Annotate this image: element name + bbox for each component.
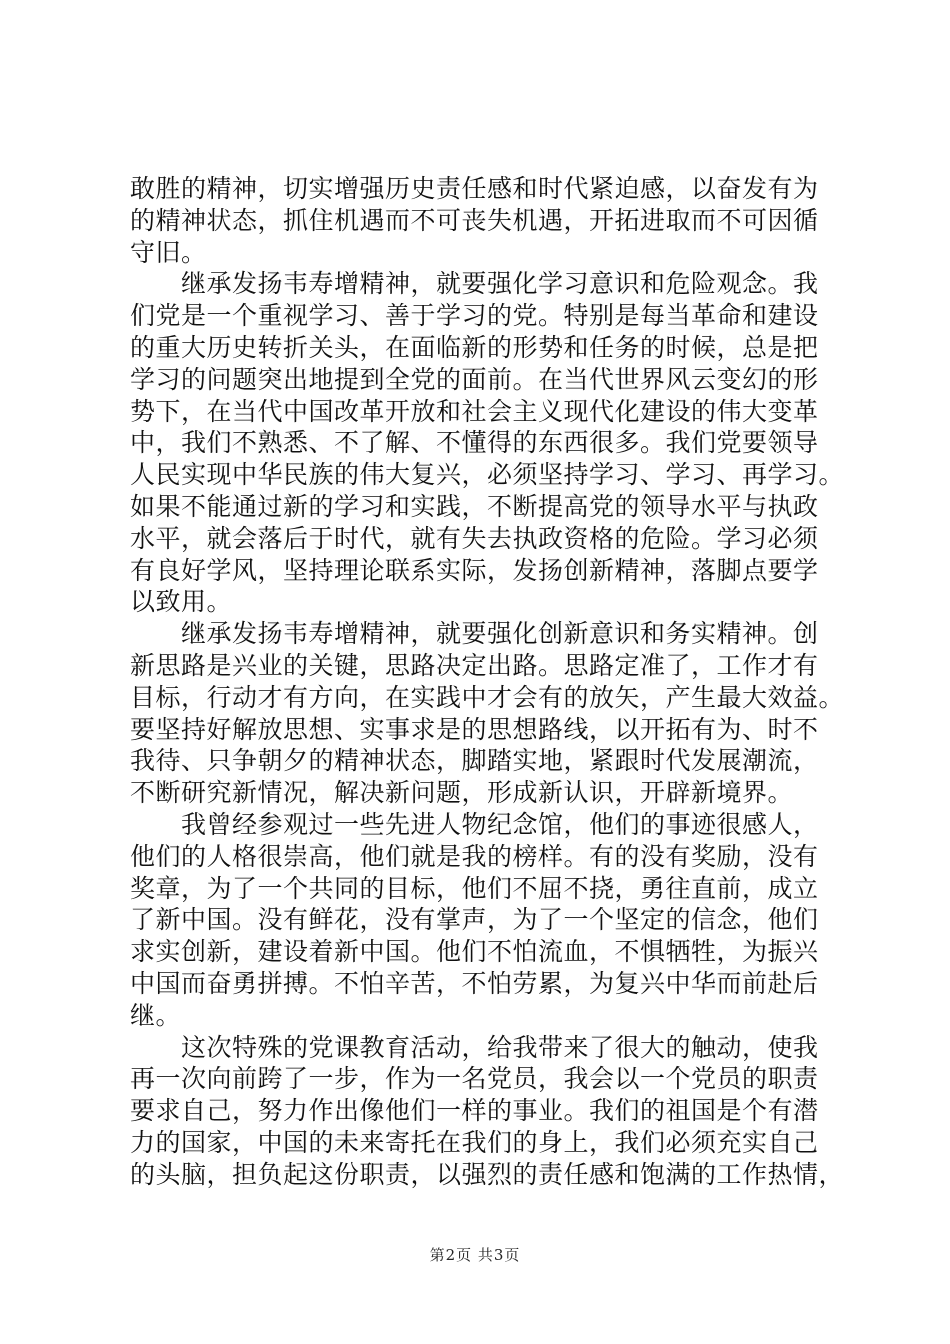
text-line: 水平，就会落后于时代，就有失去执政资格的危险。学习必须 <box>130 523 819 553</box>
text-line: 们党是一个重视学习、善于学习的党。特别是每当革命和建设 <box>130 301 819 331</box>
text-line: 的重大历史转折关头，在面临新的形势和任务的时候，总是把 <box>130 332 819 362</box>
text-line: 我待、只争朝夕的精神状态，脚踏实地，紧跟时代发展潮流， <box>130 746 819 776</box>
text-line: 继承发扬韦寿增精神，就要强化创新意识和务实精神。创 <box>130 619 819 649</box>
text-line: 有良好学风，坚持理论联系实际，发扬创新精神，落脚点要学 <box>130 555 819 585</box>
text-line: 的头脑，担负起这份职责，以强烈的责任感和饱满的工作热情， <box>130 1159 845 1189</box>
text-line: 再一次向前跨了一步，作为一名党员，我会以一个党员的职责 <box>130 1064 819 1094</box>
text-line: 目标，行动才有方向，在实践中才会有的放矢，产生最大效益。 <box>130 682 845 712</box>
text-line: 中国而奋勇拼搏。不怕辛苦，不怕劳累，为复兴中华而前赴后 <box>130 968 819 998</box>
page-footer: 第2页 共3页 <box>429 1246 521 1264</box>
text-line: 敢胜的精神，切实增强历史责任感和时代紧迫感，以奋发有为 <box>130 174 819 203</box>
text-line: 的精神状态，抓住机遇而不可丧失机遇，开拓进取而不可因循 <box>130 205 819 235</box>
text-line: 继承发扬韦寿增精神，就要强化学习意识和危险观念。我 <box>130 269 819 299</box>
text-line: 人民实现中华民族的伟大复兴，必须坚持学习、学习、再学习。 <box>130 460 845 490</box>
text-line: 我曾经参观过一些先进人物纪念馆，他们的事迹很感人， <box>130 809 819 839</box>
text-line: 新思路是兴业的关键，思路决定出路。思路定准了，工作才有 <box>130 650 819 680</box>
text-line: 学习的问题突出地提到全党的面前。在当代世界风云变幻的形 <box>130 364 819 394</box>
body-text <box>130 173 846 1191</box>
text-line: 这次特殊的党课教育活动，给我带来了很大的触动，使我 <box>130 1032 819 1062</box>
text-line: 他们的人格很崇高，他们就是我的榜样。有的没有奖励，没有 <box>130 841 819 871</box>
text-line: 守旧。 <box>130 237 207 267</box>
text-line: 如果不能通过新的学习和实践，不断提高党的领导水平与执政 <box>130 491 819 521</box>
text-line: 求实创新，建设着新中国。他们不怕流血，不惧牺牲，为振兴 <box>130 937 819 967</box>
text-line: 力的国家，中国的未来寄托在我们的身上，我们必须充实自己 <box>130 1127 819 1157</box>
text-line: 不断研究新情况，解决新问题，形成新认识，开辟新境界。 <box>130 778 794 808</box>
text-line: 了新中国。没有鲜花，没有掌声，为了一个坚定的信念，他们 <box>130 905 819 935</box>
text-line: 要坚持好解放思想、实事求是的思想路线，以开拓有为、时不 <box>130 714 819 744</box>
text-line: 奖章，为了一个共同的目标，他们不屈不挠，勇往直前，成立 <box>130 873 819 903</box>
text-line: 以致用。 <box>130 587 233 617</box>
text-line: 中，我们不熟悉、不了解、不懂得的东西很多。我们党要领导 <box>130 428 819 458</box>
text-line: 要求自己，努力作出像他们一样的事业。我们的祖国是个有潜 <box>130 1096 819 1126</box>
text-line: 势下，在当代中国改革开放和社会主义现代化建设的伟大变革 <box>130 396 819 426</box>
text-line: 继。 <box>130 1000 182 1030</box>
